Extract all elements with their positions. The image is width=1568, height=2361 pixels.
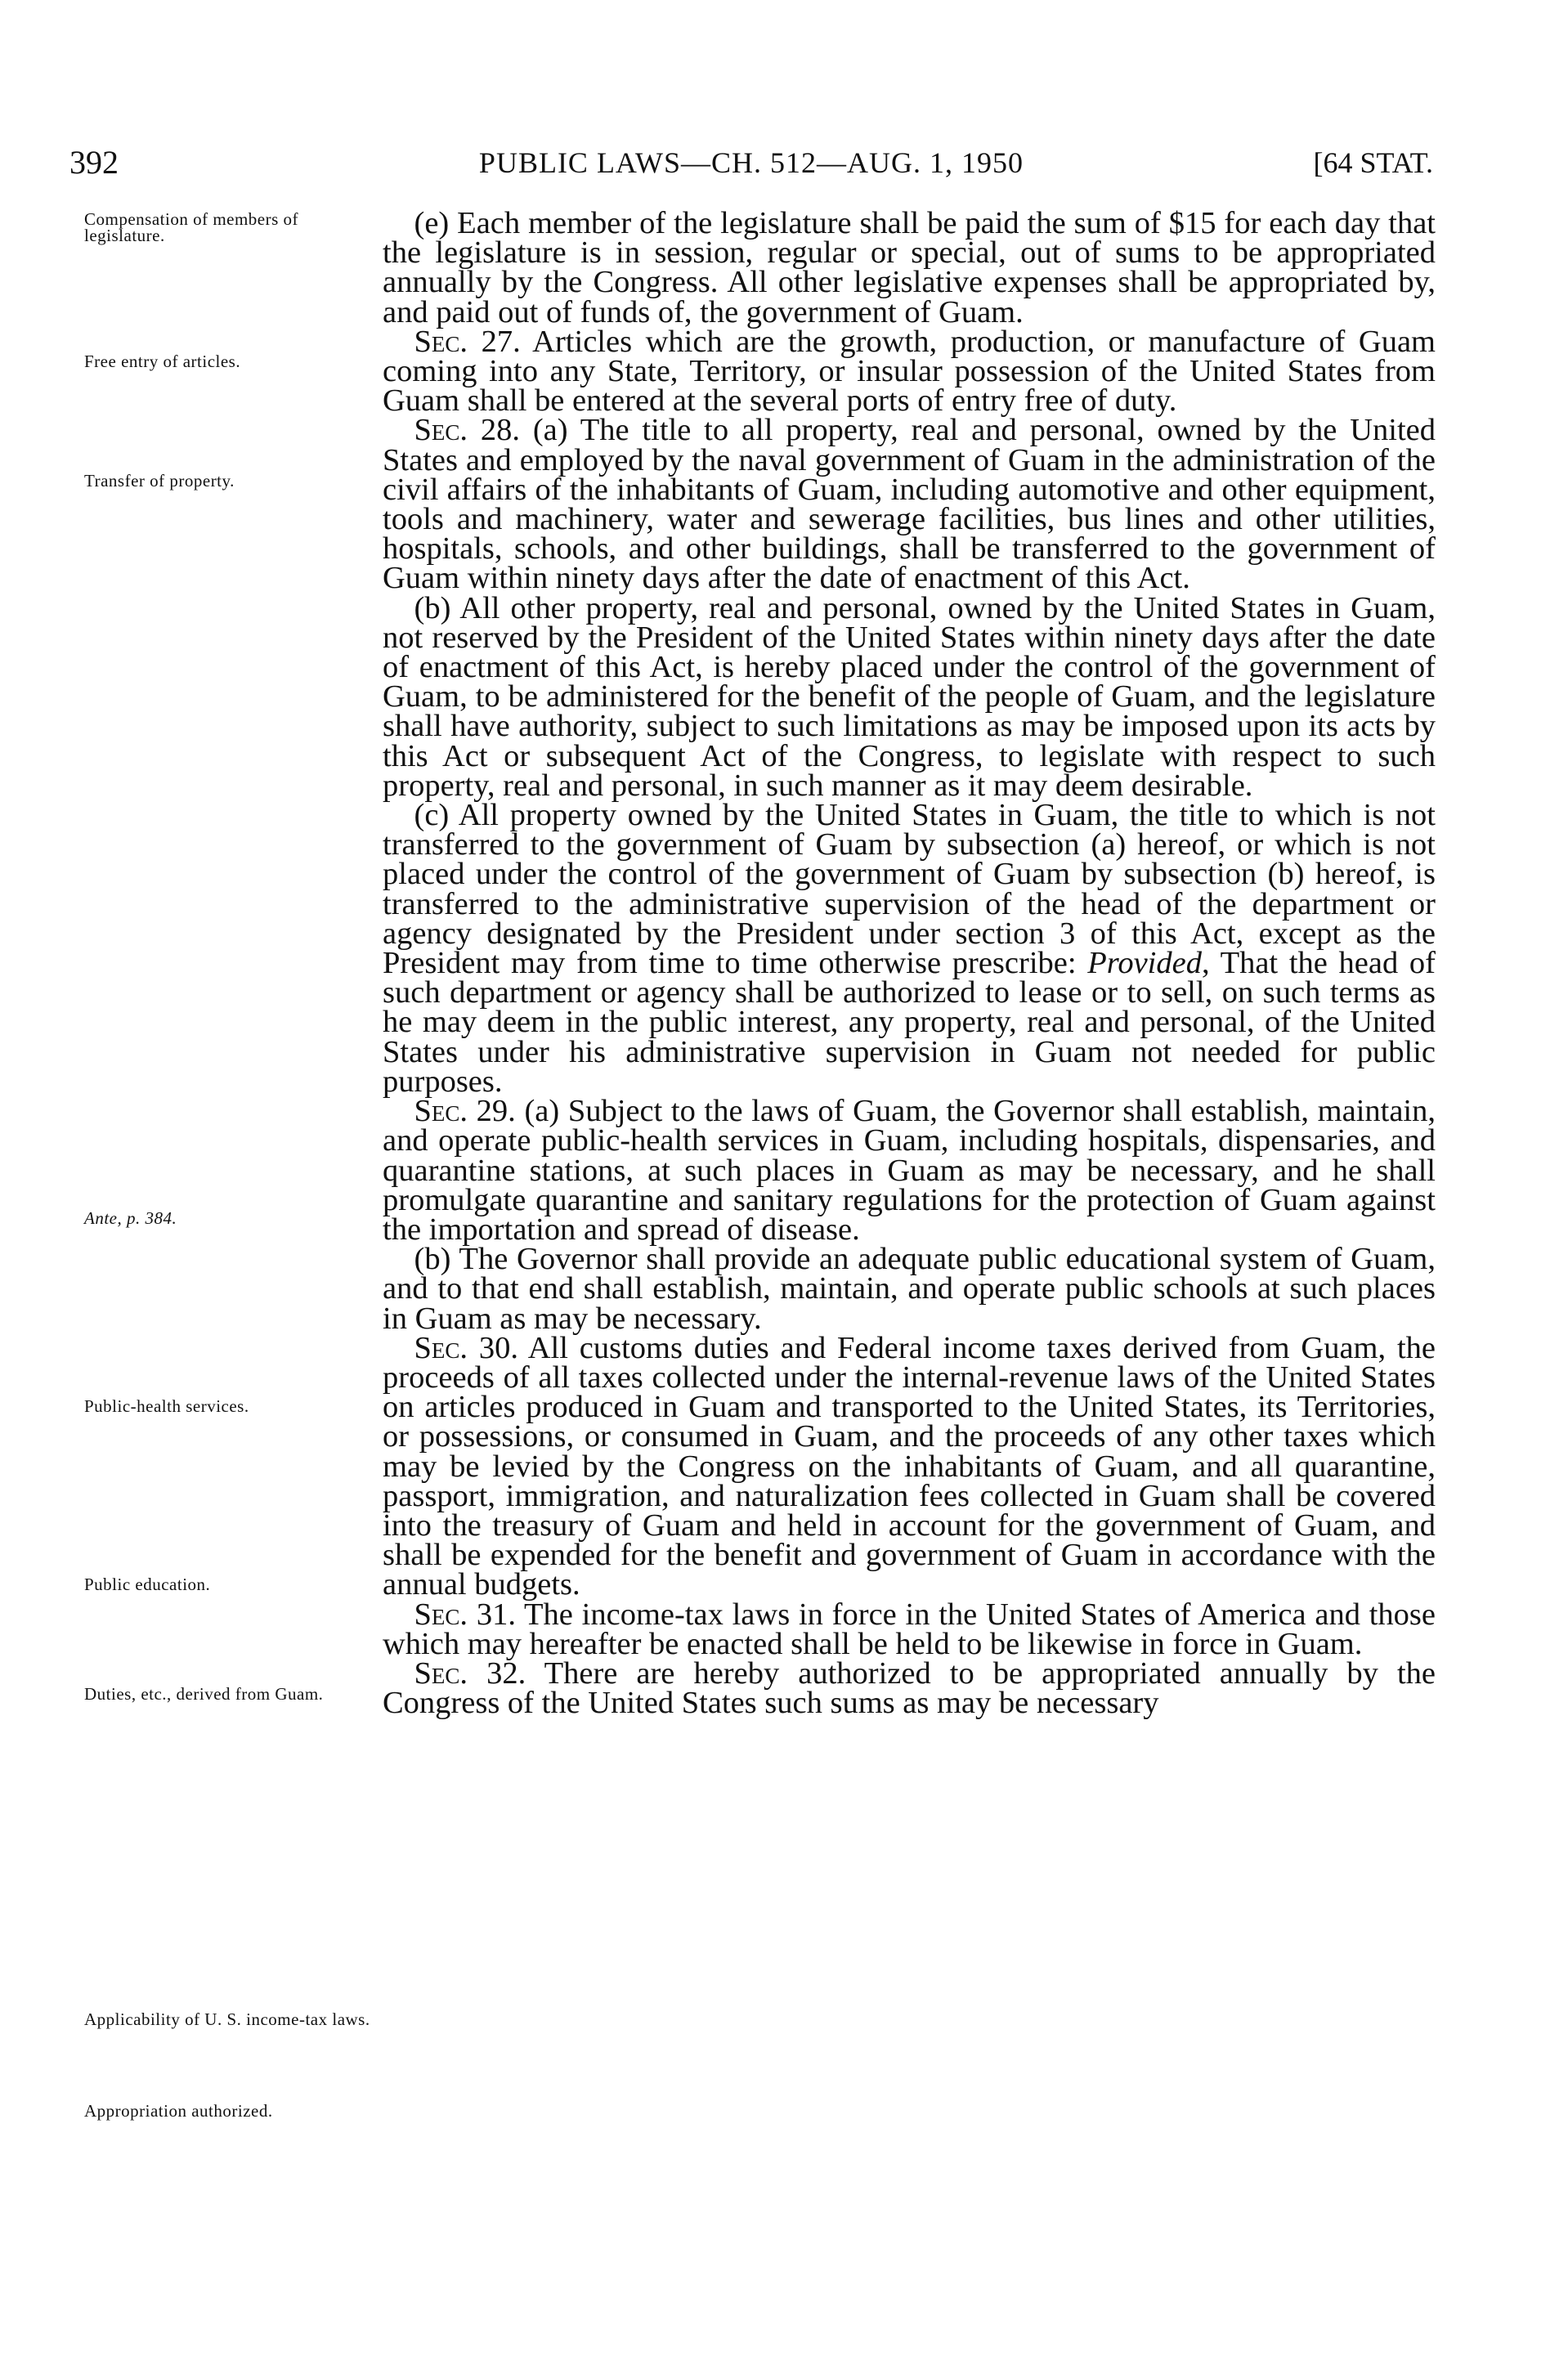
section-29-a-text: 29. (a) Subject to the laws of Guam, the Governor shall establish, maintain, and operate public-health services in Guam, including hospitals, dispensaries, and quarantine stations, at such places in Guam as may be necessary, and he shall promulgate quarantine and sanitary regulations for the protection of Guam against the importation and spread of disease. — [383, 1094, 1436, 1247]
section-27 — [383, 324, 1436, 419]
section-28-b: (b) All other property, real and personal, owned by the United States in Guam, not reserved by the President of the United States within ninety days after the date of enactment of this Act, is hereby placed under the control of the government of Guam, to be administered for the benefit of the people of Guam, and the legislature shall have authority, subject to such limitations as may be imposed upon its acts by this Act or subsequent Act of the Congress, to legislate with respect to such property, real and personal, in such manner as it may deem desirable. — [383, 590, 1436, 803]
paragraph-e: (e) Each member of the legislature shall be paid the sum of $15 for each day that the legislature is in session, regular or special, out of sums to be appropriated annually by the Congress. All other legislative expenses shall be appropriated by, and paid out of funds of, the government of Guam. — [383, 206, 1436, 329]
section-29-b: (b) The Governor shall provide an adequate public educational system of Guam, and to that end shall establish, maintain, and operate public schools at such places in Guam as may be necessary. — [383, 1242, 1436, 1336]
margin-note-free-entry: Free entry of articles. — [84, 352, 241, 371]
section-27-text: 27. Articles which are the growth, production, or manufacture of Guam coming into any State, Territory, or insular possession of the United States from Guam shall be entered at the several ports of entry free of duty. — [383, 324, 1436, 419]
section-30 — [383, 1330, 1436, 1602]
page-number: 392 — [69, 144, 119, 181]
section-label: Sec. — [414, 413, 468, 448]
running-head: PUBLIC LAWS—CH. 512—AUG. 1, 1950 — [478, 146, 1024, 179]
section-label: Sec. — [414, 1330, 468, 1365]
margin-note-ante — [84, 1210, 370, 1226]
margin-note-duties: Duties, etc., derived from Guam. — [84, 1684, 324, 1704]
section-32-text: 32. There are hereby authorized to be appropriated annually by the Congress of the United States such sums as may be necessary — [383, 1655, 1436, 1721]
section-31 — [383, 1597, 1436, 1661]
section-29-a — [383, 1094, 1436, 1247]
section-30-text: 30. All customs duties and Federal income taxes derived from Guam, the proceeds of all taxes collected under the internal-revenue laws of the United States on articles produced in Guam and transported to the United States, its Territories, or possessions, or consumed in Guam, and the proceeds of any other taxes which may be levied by the Congress on the inhabitants of Guam, and all quarantine, passport, immigration, and naturalization fees collected in Guam shall be covered into the treasury of Guam and held in account for the government of Guam, and shall be expended for the benefit and government of Guam in accordance with the annual budgets. — [383, 1330, 1436, 1602]
section-28-c-text-2: , That the head of such department or agency shall be authorized to lease or to sell, on such terms as he may deem in the public interest, any property, real and personal, of the United States under his administrative supervision in Guam not needed for public purposes. — [383, 946, 1436, 1099]
page-header — [69, 143, 1433, 184]
section-label: Sec. — [414, 324, 468, 359]
section-32 — [383, 1655, 1436, 1721]
section-label: Sec. — [414, 1655, 468, 1691]
section-28-a — [383, 413, 1436, 596]
volume-reference: [64 STAT. — [1313, 146, 1433, 179]
margin-note-applicability: Applicability of U. S. income-tax laws. — [84, 2009, 370, 2029]
margin-note-ante-text: Ante, p. 384. — [84, 1208, 177, 1228]
body-text — [383, 206, 1436, 1721]
margin-note-public-education: Public education. — [84, 1575, 211, 1594]
margin-note-transfer: Transfer of property. — [84, 471, 235, 491]
margin-note-public-health: Public-health services. — [84, 1396, 249, 1416]
margin-note-appropriation: Appropriation authorized. — [84, 2101, 273, 2121]
section-28-c-text-1: (c) All property owned by the United States in Guam, the title to which is not transferred to the government of Guam by subsection (a) hereof, or which is not placed under the control of the government of Guam by subsection (b) hereof, is transferred to the administrative supervision of the head of the department or agency designated by the President under section 3 of this Act, except as the President may from time to time otherwise prescribe: — [383, 798, 1436, 981]
section-label: Sec. — [414, 1597, 468, 1632]
section-31-text: 31. The income-tax laws in force in the United States of America and those which may hereafter be enacted shall be held to be likewise in force in Guam. — [383, 1597, 1436, 1661]
section-28-c — [383, 798, 1436, 1099]
section-28-a-text: 28. (a) The title to all property, real and personal, owned by the United States and employed by the naval government of Guam in the administration of the civil affairs of the inhabitants of Guam, including automotive and other equipment, tools and machinery, water and sewerage facilities, bus lines and other utilities, hospitals, schools, and other buildings, shall be transferred to the government of Guam within ninety days after the date of enactment of this Act. — [383, 413, 1436, 596]
section-label: Sec. — [414, 1094, 468, 1129]
margin-note-compensation: Compensation of members of legislature. — [84, 209, 299, 245]
provided-term: Provided — [1087, 946, 1202, 981]
